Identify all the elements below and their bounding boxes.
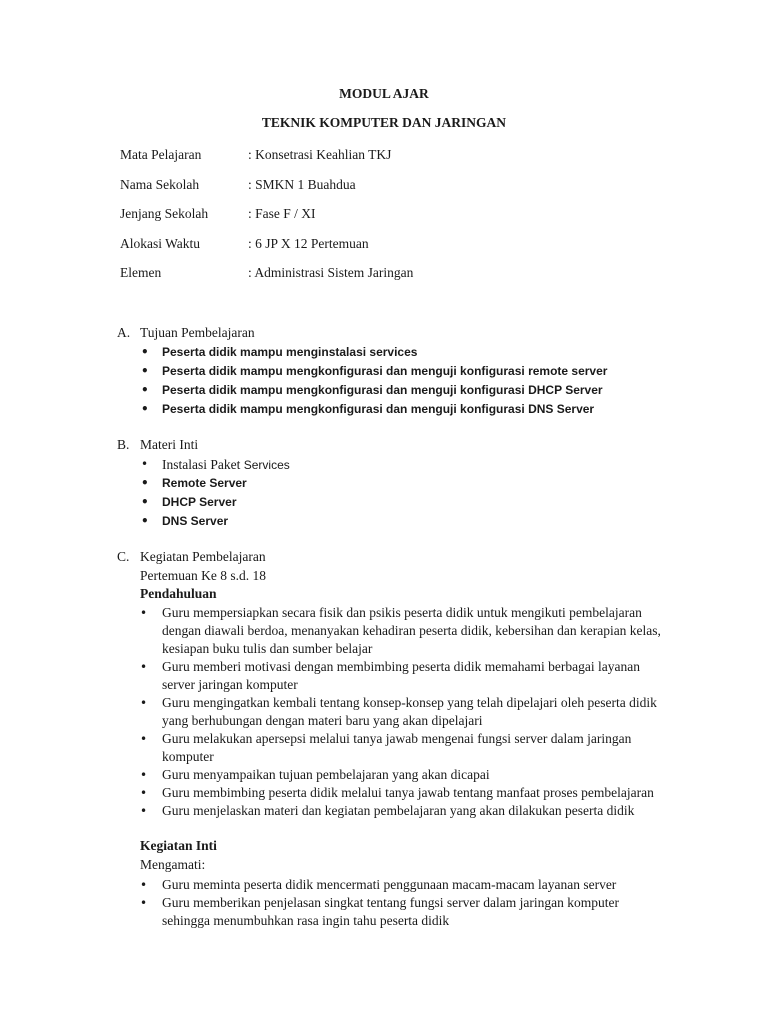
section-title: Materi Inti <box>140 437 199 452</box>
info-label: Alokasi Waktu <box>120 236 201 251</box>
list-item: • Guru menyampaikan tujuan pembelajaran yang akan dicapai <box>140 766 670 784</box>
info-value: : Konsetrasi Keahlian TKJ <box>248 147 392 162</box>
list-item: • Guru menjelaskan materi dan kegiatan pembelajaran yang akan dilakukan peserta didik <box>140 802 670 820</box>
section-title: Kegiatan Pembelajaran <box>140 549 266 564</box>
list-item-suffix: Services <box>243 458 290 472</box>
list-item: • Guru memberi motivasi dengan membimbing peserta didik memahami berbagai layanan server jaringan komputer <box>140 658 670 694</box>
info-label: Mata Pelajaran <box>120 147 202 162</box>
section-letter: B. <box>117 437 130 452</box>
list-item: • Guru membimbing peserta didik melalui tanya jawab tentang manfaat proses pembelajaran <box>140 784 670 802</box>
pendahuluan-list <box>140 604 670 820</box>
mengamati-label: Mengamati: <box>140 857 206 872</box>
list-item: • Remote Server <box>140 474 680 493</box>
list-item: • DNS Server <box>140 512 680 531</box>
pendahuluan-heading: Pendahuluan <box>140 586 217 601</box>
document-subtitle: TEKNIK KOMPUTER DAN JARINGAN <box>261 115 507 130</box>
list-item: • Peserta didik mampu menginstalasi services <box>140 343 680 362</box>
section-letter: C. <box>117 549 130 564</box>
info-value: : 6 JP X 12 Pertemuan <box>248 236 369 251</box>
list-item: • Peserta didik mampu mengkonfigurasi dan menguji konfigurasi DNS Server <box>140 400 680 419</box>
kegiatan-inti-list <box>140 876 670 930</box>
document-title: MODUL AJAR <box>339 86 429 101</box>
list-item: • DHCP Server <box>140 493 680 512</box>
list-item: • Peserta didik mampu mengkonfigurasi dan menguji konfigurasi remote server <box>140 362 680 381</box>
materi-list <box>140 455 680 531</box>
list-item <box>140 455 680 474</box>
section-letter: A. <box>117 325 131 340</box>
meeting-range: Pertemuan Ke 8 s.d. 18 <box>140 568 266 583</box>
list-item: • Guru mengingatkan kembali tentang konsep-konsep yang telah dipelajari oleh peserta didik yang berhubungan dengan materi baru yang akan dipelajari <box>140 694 670 730</box>
list-item: • Guru memberikan penjelasan singkat tentang fungsi server dalam jaringan komputer sehingga menumbuhkan rasa ingin tahu peserta didik <box>140 894 670 930</box>
info-label: Jenjang Sekolah <box>120 206 209 221</box>
list-item-prefix: Instalasi Paket <box>162 457 244 472</box>
info-value: : Administrasi Sistem Jaringan <box>248 265 414 280</box>
list-item: • Peserta didik mampu mengkonfigurasi dan menguji konfigurasi DHCP Server <box>140 381 680 400</box>
info-value: : SMKN 1 Buahdua <box>248 177 356 192</box>
tujuan-list <box>140 343 680 419</box>
info-label: Elemen <box>120 265 162 280</box>
list-item: • Guru melakukan apersepsi melalui tanya jawab mengenai fungsi server dalam jaringan komputer <box>140 730 670 766</box>
section-title: Tujuan Pembelajaran <box>140 325 255 340</box>
info-label: Nama Sekolah <box>120 177 200 192</box>
kegiatan-inti-heading: Kegiatan Inti <box>140 838 217 853</box>
info-value: : Fase F / XI <box>248 206 316 221</box>
list-item: • Guru mempersiapkan secara fisik dan psikis peserta didik untuk mengikuti pembelajaran dengan diawali berdoa, menanyakan kehadiran peserta didik, kebersihan dan kerapian kelas, kesiapan buku tulis dan sumber belajar <box>140 604 670 658</box>
list-item: • Guru meminta peserta didik mencermati penggunaan macam-macam layanan server <box>140 876 670 894</box>
